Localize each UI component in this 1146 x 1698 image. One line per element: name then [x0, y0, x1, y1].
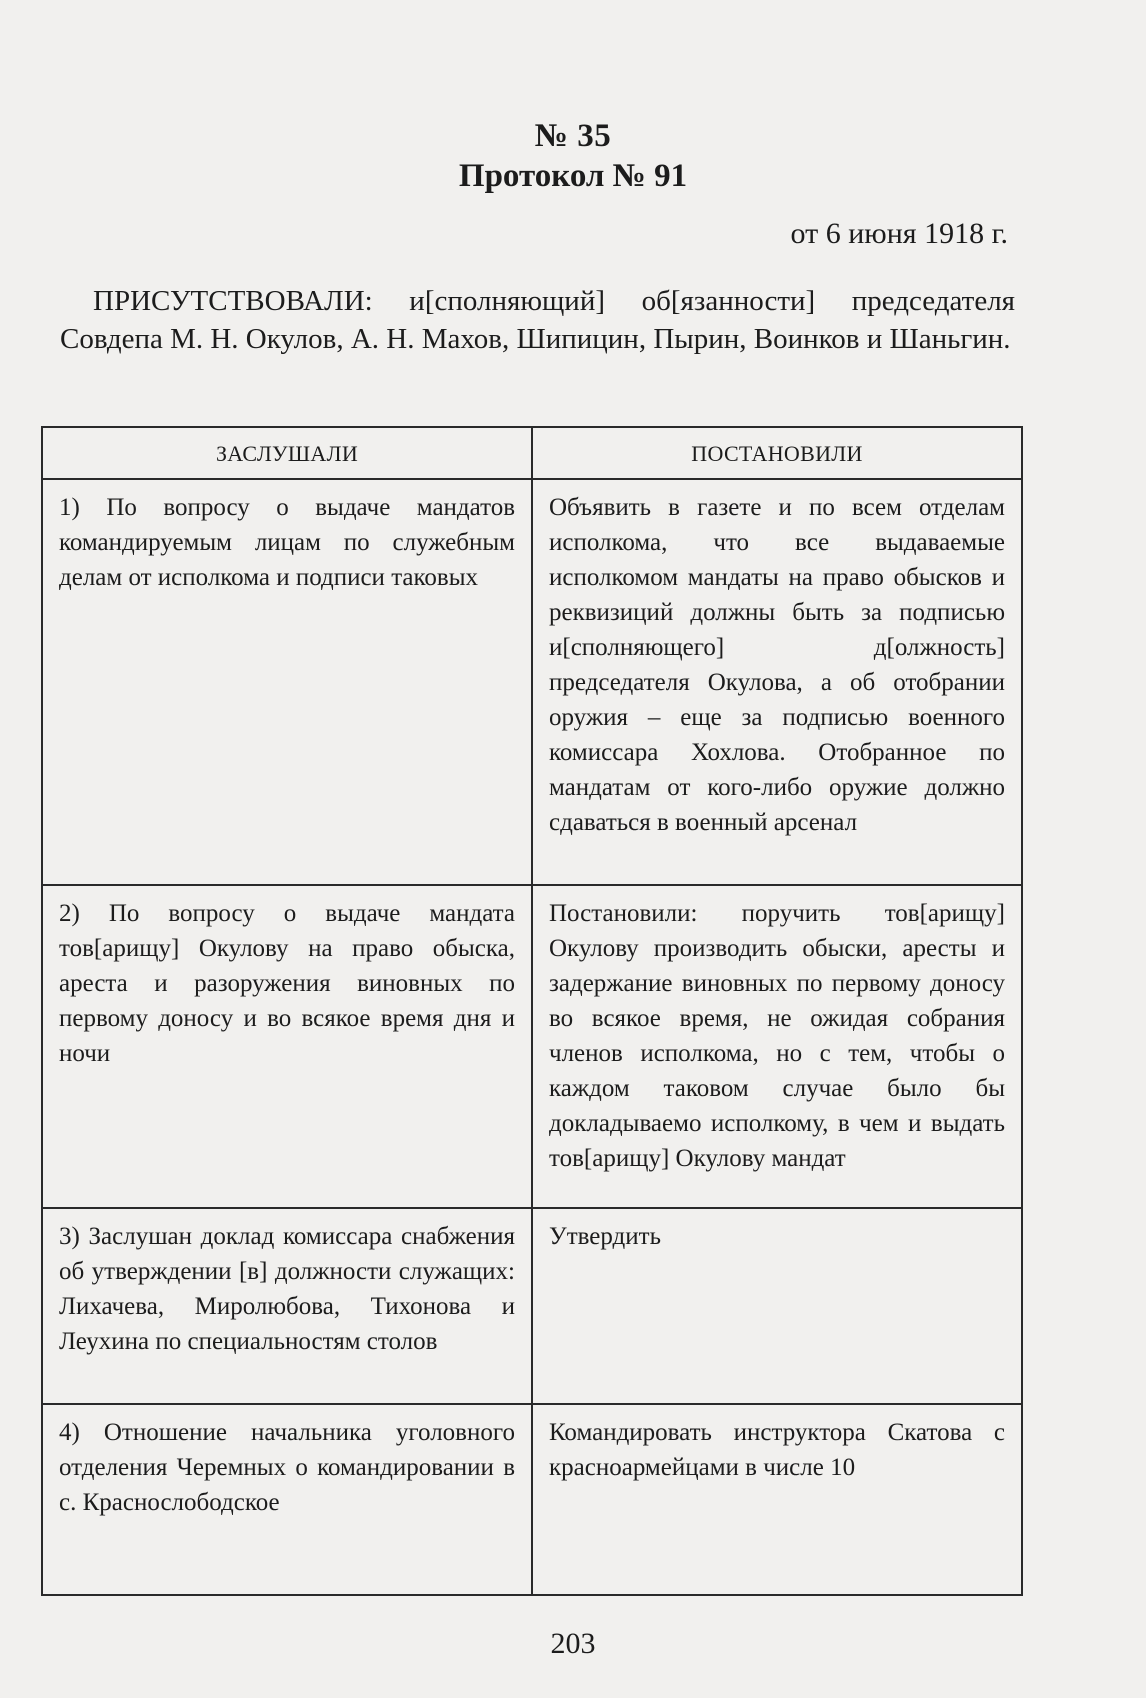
row-decided-cell: Постановили: поручить тов[арищу] Окулову производить обыски, аресты и задержание виновных по первому доносу во всякое время, не ожидая собрания членов исполкома, но с тем, чтобы о каждом таковом случае было бы докладываемо исполкому, в чем и выдать тов[арищу] Окулову мандат: [532, 885, 1022, 1208]
protocol-table: [41, 426, 1023, 1596]
row-heard-cell: 2) По вопросу о выдаче мандата тов[арищу] Окулову на право обыска, ареста и разоружения виновных по первому доносу и во всякое время дня и ночи: [42, 885, 532, 1208]
page-number: 203: [550, 1627, 596, 1660]
table-row: [42, 479, 1022, 885]
table-row: [42, 1404, 1022, 1595]
header-decided: ПОСТАНОВИЛИ: [532, 427, 1022, 479]
row-heard-cell: 1) По вопросу о выдаче мандатов командируемым лицам по служебным делам от исполкома и подписи таковых: [42, 479, 532, 885]
table-row: [42, 885, 1022, 1208]
row-decided-cell: Утвердить: [532, 1208, 1022, 1404]
table-header-row: [42, 427, 1022, 479]
table-row: [42, 1208, 1022, 1404]
row-decided-cell: Командировать инструктора Скатова с красноармейцами в числе 10: [532, 1404, 1022, 1595]
row-heard-cell: 3) Заслушан доклад комиссара снабжения об утверждении [в] должности служащих: Лихачева, Миролюбова, Тихонова и Леухина по специальностям столов: [42, 1208, 532, 1404]
header-heard: ЗАСЛУШАЛИ: [42, 427, 532, 479]
document-number: № 35: [534, 118, 612, 154]
document-title: Протокол № 91: [458, 158, 688, 194]
row-decided-cell: Объявить в газете и по всем отделам исполкома, что все выдаваемые исполкомом мандаты на право обысков и реквизиций должны быть за подписью и[сполняющего] д[олжность] председателя Окулова, а об отобрании оружия – еще за подписью военного комиссара Хохлова. Отобранное по мандатам от кого-либо оружие должно сдаваться в военный арсенал: [532, 479, 1022, 885]
attendees-paragraph: ПРИСУТСТВОВАЛИ: и[сполняющий] об[язанности] председателя Совдепа М. Н. Окулов, А. Н. Махов, Шипицин, Пырин, Воинков и Шаньгин.: [60, 285, 1015, 355]
document-date: от 6 июня 1918 г.: [790, 217, 1008, 250]
row-heard-cell: 4) Отношение начальника уголовного отделения Черемных о командировании в с. Краснослободское: [42, 1404, 532, 1595]
